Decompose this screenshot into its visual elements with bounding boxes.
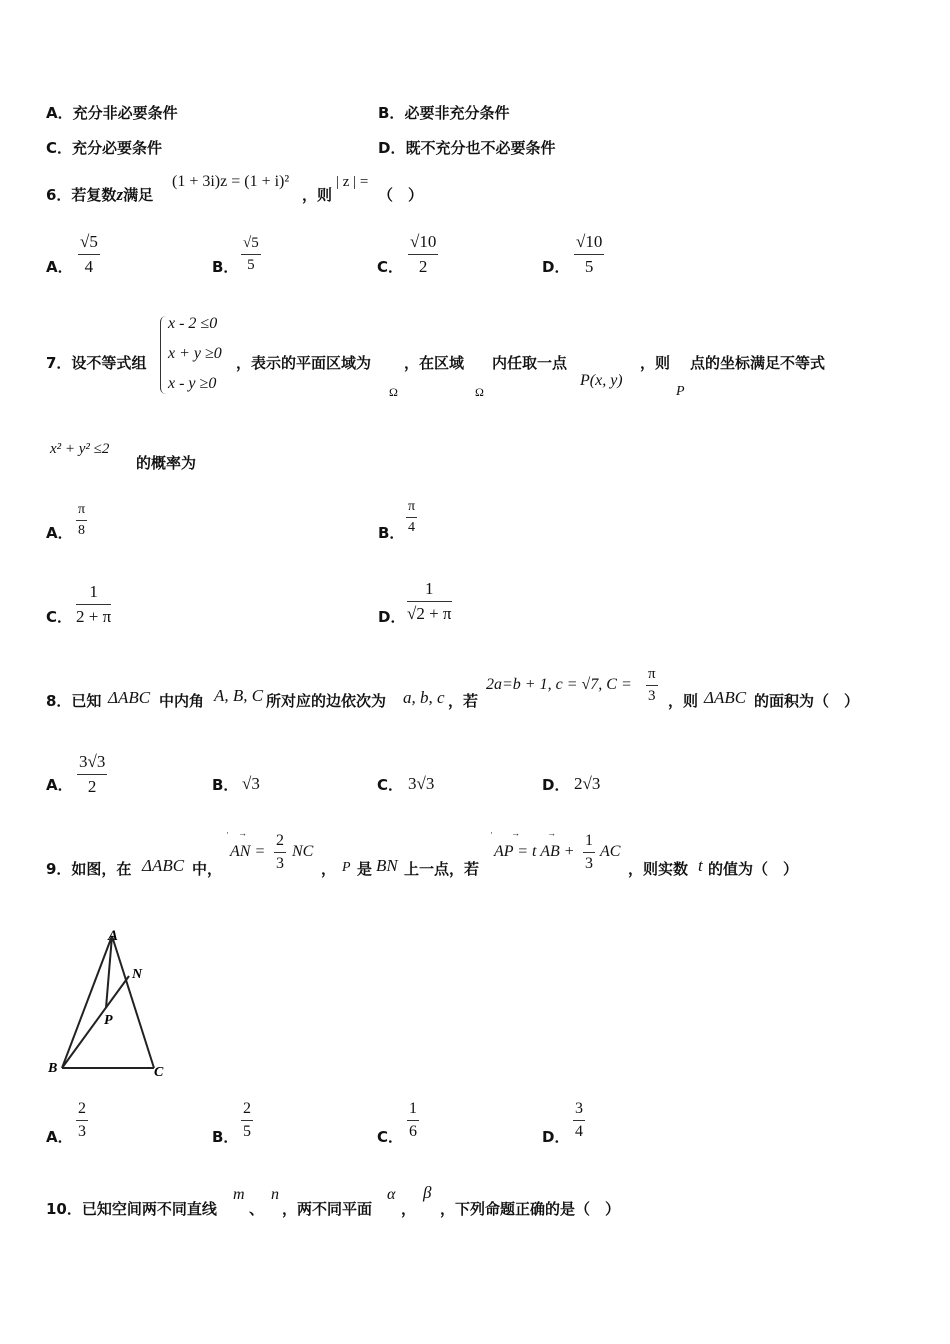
q9-p: P (342, 860, 351, 875)
q9-option-a-label: A． (46, 1128, 73, 1146)
q9-text-1: 中， (192, 860, 223, 878)
option-label: C． (46, 139, 73, 157)
q6-option-c-label: C． (377, 258, 404, 276)
q10-beta: β (423, 1183, 432, 1202)
side-ac (112, 936, 154, 1068)
segment-bn (62, 976, 129, 1068)
q10-comma: ， (401, 1200, 417, 1218)
q6-var: z (116, 185, 124, 204)
label-c: C (154, 1065, 164, 1080)
q9-ap-frac (583, 832, 595, 873)
q6-option-a-frac (78, 232, 100, 277)
q8-text-3: ，若 (448, 692, 479, 710)
denominator: 5 (584, 257, 594, 276)
option-label: A． (46, 104, 73, 122)
q9-text-5: 的值为（ ） (708, 860, 799, 878)
q7-option-a-frac (76, 502, 87, 539)
numerator: π (76, 502, 87, 521)
q7-option-a-label: A． (46, 524, 73, 542)
q9-option-c-frac (407, 1100, 419, 1141)
q9-bn: BN (376, 856, 398, 875)
q6-option-d-label: D． (542, 258, 570, 276)
q9-text-2: 是 (357, 860, 373, 878)
q8-option-d-label: D． (542, 776, 570, 794)
option-label: B． (378, 104, 405, 122)
q7-point: P(x, y) (580, 372, 623, 389)
denominator: 8 (78, 523, 86, 538)
q6-then: ，则 (302, 186, 333, 204)
denominator: 4 (575, 1123, 583, 1140)
q9-an-frac (274, 832, 286, 873)
q6-option-d-frac (574, 232, 604, 277)
q7-p: P (676, 384, 685, 399)
q7-tail: 的概率为 (136, 454, 197, 472)
q8-angle-frac (646, 666, 658, 705)
q6-number: 6．若复数 (46, 186, 117, 204)
q8-option-a-label: A． (46, 776, 73, 794)
q7-option-c-label: C． (46, 608, 73, 626)
q8-option-c-label: C． (377, 776, 404, 794)
q10-text-1: ，两不同平面 (282, 1200, 373, 1218)
denominator: 3 (585, 855, 593, 872)
q7-option-b-frac (406, 499, 417, 536)
q7-option-c-frac (76, 582, 111, 627)
numerator: √5 (241, 235, 261, 255)
q7-sys-line-2: x + y ≥0 (168, 345, 222, 362)
q9-option-b-label: B． (212, 1128, 239, 1146)
q8-triangle-2: ΔABC (704, 688, 747, 707)
q7-option-d-label: D． (378, 608, 406, 626)
q8-triangle: ΔABC (108, 688, 151, 707)
q5-option-c (46, 137, 162, 158)
denominator: 3 (276, 855, 284, 872)
denominator: 2 (87, 777, 97, 796)
denominator: 6 (409, 1123, 417, 1140)
denominator: 4 (408, 520, 416, 535)
q7-option-d-frac (407, 579, 452, 624)
denominator: 4 (84, 257, 94, 276)
numerator: 2 (241, 1100, 253, 1121)
q6-option-b-frac (241, 235, 261, 274)
q9-text-4: ，则实数 (628, 860, 689, 878)
q8-text-2: 所对应的边依次为 (266, 692, 387, 710)
numerator: 1 (76, 582, 111, 605)
q7-inequality: x² + y² ≤2 (50, 441, 110, 457)
numerator: √5 (78, 232, 100, 255)
denominator: 5 (243, 1123, 251, 1140)
denominator: 2 (418, 257, 428, 276)
q9-ap: AP = t AB + (494, 843, 575, 860)
numerator: 2 (76, 1100, 88, 1121)
q7-brace (160, 316, 167, 394)
vector-arrow-an: · → (226, 828, 247, 838)
q5-option-d (378, 137, 555, 158)
option-text: 充分必要条件 (72, 139, 163, 157)
option-text: 既不充分也不必要条件 (405, 139, 556, 157)
q9-triangle-figure (40, 920, 180, 1085)
numerator: 2 (274, 832, 286, 853)
q9-option-c-label: C． (377, 1128, 404, 1146)
q7-sys-line-3: x - y ≥0 (168, 375, 217, 392)
numerator: π (406, 499, 417, 518)
q10-text-2: ，下列命题正确的是（ ） (440, 1200, 621, 1218)
option-label: D． (378, 139, 406, 157)
q5-option-a (46, 102, 178, 123)
denominator: 5 (247, 257, 255, 273)
option-text: 必要非充分条件 (404, 104, 510, 122)
label-a: A (108, 928, 119, 944)
q8-option-c-value: 3√3 (408, 774, 435, 793)
q9-number: 9．如图，在 (46, 860, 132, 878)
q7-omega-2: Ω (475, 385, 484, 399)
q8-option-b-value: √3 (242, 774, 260, 793)
label-b: B (48, 1061, 58, 1076)
option-text: 充分非必要条件 (72, 104, 178, 122)
q9-option-d-frac (573, 1100, 585, 1141)
q7-text-3: 内任取一点 (492, 354, 568, 372)
q9-triangle: ΔABC (142, 856, 185, 875)
q9-an: AN = (230, 843, 266, 860)
q9-option-b-frac (241, 1100, 253, 1141)
side-ab (62, 936, 112, 1068)
q6-paren: （ ） (378, 186, 424, 204)
vector-arrow-ap: · → → (490, 828, 556, 838)
denominator: √2 + π (407, 604, 452, 623)
label-p: P (104, 1013, 113, 1028)
q7-sys-line-1: x - 2 ≤0 (168, 315, 218, 332)
q7-text-1: ，表示的平面区域为 (236, 354, 372, 372)
q8-text-5: 的面积为（ ） (754, 692, 860, 710)
q7-text-4: ，则 (640, 354, 671, 372)
q8-option-a-frac (77, 752, 107, 797)
numerator: 1 (583, 832, 595, 853)
denominator: 2 + π (76, 607, 112, 626)
q10-n: n (271, 1186, 279, 1203)
q6-stem (46, 184, 153, 205)
numerator: √10 (574, 232, 604, 255)
denominator: 3 (648, 688, 656, 704)
q8-option-d-value: 2√3 (574, 774, 601, 793)
q9-nc: NC (292, 843, 314, 860)
q8-text-4: ，则 (668, 692, 699, 710)
q8-option-b-label: B． (212, 776, 239, 794)
denominator: 3 (78, 1123, 86, 1140)
q9-t: t (698, 856, 703, 875)
q9-option-a-frac (76, 1100, 88, 1141)
q8-angles: A, B, C (214, 686, 264, 705)
q7-number: 7．设不等式组 (46, 354, 147, 372)
q6-option-a-label: A． (46, 258, 73, 276)
q9-ac: AC (600, 843, 621, 860)
q6-equation: (1 + 3i)z = (1 + i)² (172, 173, 290, 190)
label-n: N (132, 967, 143, 982)
numerator: 3√3 (77, 752, 107, 775)
q7-omega-1: Ω (389, 385, 398, 399)
numerator: 1 (407, 579, 452, 602)
q5-option-b (378, 102, 509, 123)
q8-sides: a, b, c (403, 688, 445, 707)
q7-text-2: ，在区域 (404, 354, 465, 372)
q9-comma: ， (321, 860, 337, 878)
q6-option-b-label: B． (212, 258, 239, 276)
q10-number: 10．已知空间两不同直线 (46, 1200, 217, 1218)
q8-number: 8．已知 (46, 692, 102, 710)
numerator: 3 (573, 1100, 585, 1121)
q6-abs: | z | = (336, 174, 369, 190)
q9-option-d-label: D． (542, 1128, 570, 1146)
q10-m: m (233, 1186, 245, 1203)
q9-text-3: 上一点，若 (404, 860, 480, 878)
q8-text-1: 中内角 (159, 692, 205, 710)
q10-sep: 、 (249, 1200, 265, 1218)
q6-option-c-frac (408, 232, 438, 277)
numerator: 1 (407, 1100, 419, 1121)
q8-condition: 2a=b + 1, c = √7, C = (486, 676, 632, 693)
q6-mid: 满足 (123, 186, 154, 204)
q7-option-b-label: B． (378, 524, 405, 542)
q7-text-5: 点的坐标满足不等式 (690, 354, 826, 372)
numerator: √10 (408, 232, 438, 255)
numerator: π (646, 666, 658, 686)
q10-alpha: α (387, 1186, 396, 1203)
